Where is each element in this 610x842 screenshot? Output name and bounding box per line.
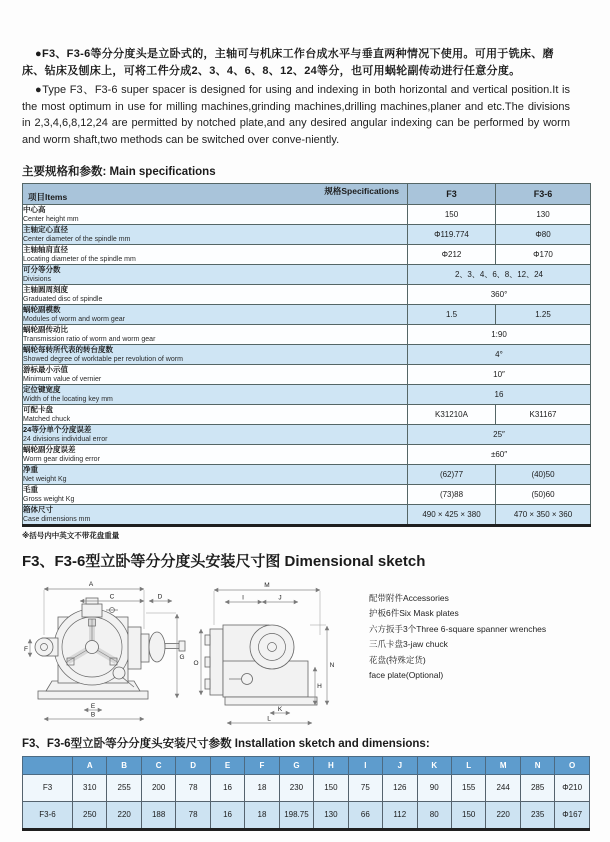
accessories-item: face plate(Optional) xyxy=(369,670,444,680)
main-specifications-table xyxy=(22,183,591,527)
sketch-section xyxy=(22,577,590,727)
dim-value-cell: 220 xyxy=(107,801,141,829)
accessories-list xyxy=(369,591,546,684)
spec-item-cell xyxy=(23,345,408,365)
spec-item-label-cn: 蜗轮副模数 xyxy=(23,305,61,315)
dim-value-cell: 235 xyxy=(520,801,554,829)
front-view xyxy=(24,581,185,719)
spec-item-cell xyxy=(23,485,408,505)
spec-value-f3: Φ212 xyxy=(408,245,496,265)
spec-value-f3: 150 xyxy=(408,205,496,225)
dim-col-header: B xyxy=(107,756,141,774)
dimensional-sketch-drawing xyxy=(22,577,357,727)
spec-item-label-cn: 定位键宽度 xyxy=(23,385,61,395)
dim-value-cell: 150 xyxy=(314,774,348,801)
dim-header-row xyxy=(23,756,590,774)
spec-row xyxy=(23,505,591,526)
dim-model-cell: F3 xyxy=(23,774,73,801)
spec-item-label-en: Net weight Kg xyxy=(23,475,67,483)
dim-label-a: A xyxy=(88,580,94,588)
spec-item-cell xyxy=(23,285,408,305)
dim-value-cell: 150 xyxy=(451,801,485,829)
spec-header-row xyxy=(23,184,591,205)
dim-value-cell: 200 xyxy=(141,774,175,801)
spec-header-f3-6: F3-6 xyxy=(496,184,591,205)
dim-value-cell: 130 xyxy=(314,801,348,829)
dim-label-n: N xyxy=(329,661,335,669)
spec-item-label-cn: 主轴轴肩直径 xyxy=(23,245,68,255)
dim-col-header: A xyxy=(73,756,107,774)
spec-row xyxy=(23,405,591,425)
spec-value-f3: (73)88 xyxy=(408,485,496,505)
dim-value-cell: 18 xyxy=(245,801,279,829)
spec-value-f36: (40)50 xyxy=(496,465,591,485)
spec-item-label-en: Locating diameter of the spindle mm xyxy=(23,255,136,263)
dim-label-g: G xyxy=(179,653,185,661)
spec-item-label-en: Transmission ratio of worm and worm gear xyxy=(23,335,156,343)
spec-value-f3: Φ119.774 xyxy=(408,225,496,245)
spec-item-label-cn: 毛重 xyxy=(23,485,38,495)
spec-value-cell: 25″ xyxy=(408,425,591,445)
spec-item-label-cn: 蜗轮每转所代表的转台度数 xyxy=(23,345,113,355)
dim-value-cell: 112 xyxy=(383,801,417,829)
spec-row xyxy=(23,425,591,445)
dim-value-cell: 66 xyxy=(348,801,382,829)
accessories-item: 护板6件Six Mask plates xyxy=(369,608,459,618)
spec-item-label-en: Matched chuck xyxy=(23,415,71,423)
dim-value-cell: 18 xyxy=(245,774,279,801)
spec-item-label-en: Width of the locating key mm xyxy=(23,395,113,403)
main-specs-heading: 主要规格和参数: Main specifications xyxy=(22,166,216,178)
spec-header-f3: F3 xyxy=(408,184,496,205)
spec-item-label-cn: 可配卡盘 xyxy=(23,405,53,415)
spec-value-f36: (50)60 xyxy=(496,485,591,505)
side-view xyxy=(193,582,334,723)
spec-table-footnote: ※括号内中英文不带花盘重量 xyxy=(22,530,120,540)
dim-value-cell: 310 xyxy=(73,774,107,801)
spec-item-cell xyxy=(23,425,408,445)
dim-label-e: E xyxy=(90,702,96,710)
spec-item-cell xyxy=(23,205,408,225)
dim-col-header: I xyxy=(348,756,382,774)
spec-item-label-cn: 蜗轮副分度误差 xyxy=(23,445,76,455)
spec-item-cell xyxy=(23,325,408,345)
dim-col-header: J xyxy=(383,756,417,774)
dim-value-cell: 255 xyxy=(107,774,141,801)
spec-item-cell xyxy=(23,265,408,285)
spec-item-cell xyxy=(23,445,408,465)
spec-value-cell: 4° xyxy=(408,345,591,365)
installation-dimensions-table xyxy=(22,756,590,831)
dim-label-h: H xyxy=(317,682,322,690)
dim-value-cell: 198.75 xyxy=(279,801,313,829)
spec-row xyxy=(23,245,591,265)
dim-col-header: E xyxy=(210,756,244,774)
dim-label-k: K xyxy=(277,705,283,713)
dim-value-cell: 230 xyxy=(279,774,313,801)
dim-value-cell: 90 xyxy=(417,774,451,801)
dim-value-cell: 75 xyxy=(348,774,382,801)
spec-item-label-cn: 箱体尺寸 xyxy=(23,505,53,514)
dim-col-header: F xyxy=(245,756,279,774)
dim-label-i: I xyxy=(242,594,244,601)
spec-item-cell xyxy=(23,505,408,526)
dim-value-cell: 285 xyxy=(520,774,554,801)
spec-item-label-en: Modules of worm and worm gear xyxy=(23,315,125,323)
spec-item-cell xyxy=(23,405,408,425)
dim-col-header: N xyxy=(520,756,554,774)
spec-item-label-en: Showed degree of worktable per revolution of worm xyxy=(23,355,183,363)
spec-value-cell: 1:90 xyxy=(408,325,591,345)
spec-value-cell: 360° xyxy=(408,285,591,305)
spec-item-label-en: Case dimensions mm xyxy=(23,515,91,523)
dim-col-header: L xyxy=(451,756,485,774)
spec-item-label-en: Minimum value of vernier xyxy=(23,375,102,383)
dim-value-cell: 155 xyxy=(451,774,485,801)
dim-value-cell: 220 xyxy=(486,801,520,829)
installation-heading: F3、F3-6型立卧等分分度头安装尺寸参数 Installation sketch and dimensions: xyxy=(22,737,430,750)
spec-row xyxy=(23,305,591,325)
spec-value-f36: 1.25 xyxy=(496,305,591,325)
spec-row xyxy=(23,445,591,465)
intro-paragraph-en: ●Type F3、F3-6 super spacer is designed for using and indexing in both horizontal and vertical position.It is the most optimum in use for milling machines,grinding machines,drilling machines,planer and etc.The divisions in 2,3,4,6,8,12,24 are permitted by notched plate,and any desired angular indexing can be performed by worm and worm shaft,two methods can be switched over conve-niently. xyxy=(22,84,570,146)
spec-value-cell: 2、3、4、6、8、12、24 xyxy=(408,265,591,285)
spec-item-label-cn: 可分等分数 xyxy=(23,265,61,275)
spec-value-f3: K31210A xyxy=(408,405,496,425)
dim-col-header: H xyxy=(314,756,348,774)
spec-item-label-en: Graduated disc of spindle xyxy=(23,295,103,303)
spec-value-f36: 470 × 350 × 360 xyxy=(496,505,591,526)
dim-row xyxy=(23,774,590,801)
dim-value-cell: 78 xyxy=(176,801,210,829)
spec-value-cell: 10″ xyxy=(408,365,591,385)
dimensional-sketch-heading: F3、F3-6型立卧等分分度头安装尺寸图 Dimensional sketch xyxy=(22,552,426,570)
spec-row xyxy=(23,225,591,245)
spec-item-label-en: Center diameter of the spindle mm xyxy=(23,235,131,243)
spec-row xyxy=(23,385,591,405)
spec-header-items-cell xyxy=(23,184,408,205)
spec-item-label-cn: 24等分单个分度误差 xyxy=(23,425,92,435)
accessories-item: 花盘(特殊定货) xyxy=(369,654,426,665)
spec-value-f36: K31167 xyxy=(496,405,591,425)
accessories-item: 三爪卡盘3-jaw chuck xyxy=(369,639,448,649)
spec-row xyxy=(23,265,591,285)
spec-header-specifications-label: 规格Specifications xyxy=(324,186,399,196)
dim-label-m: M xyxy=(264,581,270,589)
dim-value-cell: 16 xyxy=(210,801,244,829)
spec-item-label-cn: 主轴圆周刻度 xyxy=(23,285,68,295)
dim-col-header: K xyxy=(417,756,451,774)
dim-model-cell: F3-6 xyxy=(23,801,73,829)
dim-value-cell: Φ210 xyxy=(555,774,590,801)
intro-paragraph-cn: ●F3、F3-6等分分度头是立卧式的，主轴可与机床工作台成水平与垂直两种情况下使用。可用于铣床、磨床、钻床及刨床上，可将工件分成2、3、4、6、8、12、24等分，也可用蜗轮副传动进行任意分度。 xyxy=(22,48,554,77)
spec-row xyxy=(23,285,591,305)
dim-header-model-cell xyxy=(23,756,73,774)
spec-value-cell: ±60″ xyxy=(408,445,591,465)
spec-item-cell xyxy=(23,365,408,385)
spec-row xyxy=(23,325,591,345)
dim-col-header: M xyxy=(486,756,520,774)
spec-item-label-en: Divisions xyxy=(23,275,52,283)
dim-label-l: L xyxy=(267,715,271,722)
dim-label-b: B xyxy=(90,711,96,718)
spec-item-cell xyxy=(23,385,408,405)
dim-label-o: O xyxy=(193,659,199,667)
spec-item-label-cn: 净重 xyxy=(23,465,38,475)
spec-value-f36: Φ170 xyxy=(496,245,591,265)
spec-item-label-en: Worm gear dividing error xyxy=(23,455,100,463)
accessories-title: 配带附件Accessories xyxy=(369,592,449,603)
dim-value-cell: 188 xyxy=(141,801,175,829)
spec-value-f36: 130 xyxy=(496,205,591,225)
spec-row xyxy=(23,365,591,385)
spec-value-f3: 1.5 xyxy=(408,305,496,325)
dim-label-c: C xyxy=(109,593,115,600)
spec-item-label-en: Center height mm xyxy=(23,215,79,223)
spec-item-label-cn: 中心高 xyxy=(23,205,46,215)
dim-value-cell: 250 xyxy=(73,801,107,829)
dim-label-d: D xyxy=(157,593,163,600)
spec-row xyxy=(23,485,591,505)
spec-item-label-en: 24 divisions individual error xyxy=(23,435,108,443)
dim-value-cell: 126 xyxy=(383,774,417,801)
spec-value-f3: 490 × 425 × 380 xyxy=(408,505,496,526)
spec-item-cell xyxy=(23,465,408,485)
spec-value-f36: Φ80 xyxy=(496,225,591,245)
dim-value-cell: 16 xyxy=(210,774,244,801)
dim-col-header: C xyxy=(141,756,175,774)
spec-row xyxy=(23,345,591,365)
spec-row xyxy=(23,205,591,225)
spec-row xyxy=(23,465,591,485)
dim-value-cell: Φ167 xyxy=(555,801,590,829)
dim-row xyxy=(23,801,590,829)
spec-value-f3: (62)77 xyxy=(408,465,496,485)
dim-label-f: F xyxy=(24,645,28,653)
spec-item-cell xyxy=(23,245,408,265)
spec-header-items-label: 项目Items xyxy=(28,192,68,202)
spec-value-cell: 16 xyxy=(408,385,591,405)
spec-item-cell xyxy=(23,225,408,245)
spec-item-label-cn: 蜗轮副传动比 xyxy=(23,325,68,335)
dim-col-header: O xyxy=(555,756,590,774)
dim-col-header: D xyxy=(176,756,210,774)
accessories-item: 六方扳手3个Three 6-square spanner wrenches xyxy=(369,623,547,634)
dim-col-header: G xyxy=(279,756,313,774)
dim-value-cell: 78 xyxy=(176,774,210,801)
dim-value-cell: 80 xyxy=(417,801,451,829)
spec-item-label-cn: 主轴定心直径 xyxy=(23,225,68,235)
spec-item-label-cn: 游标最小示值 xyxy=(23,365,68,375)
spec-item-label-en: Gross weight Kg xyxy=(23,495,75,503)
dim-value-cell: 244 xyxy=(486,774,520,801)
spec-item-cell xyxy=(23,305,408,325)
dim-label-j: J xyxy=(278,594,282,601)
